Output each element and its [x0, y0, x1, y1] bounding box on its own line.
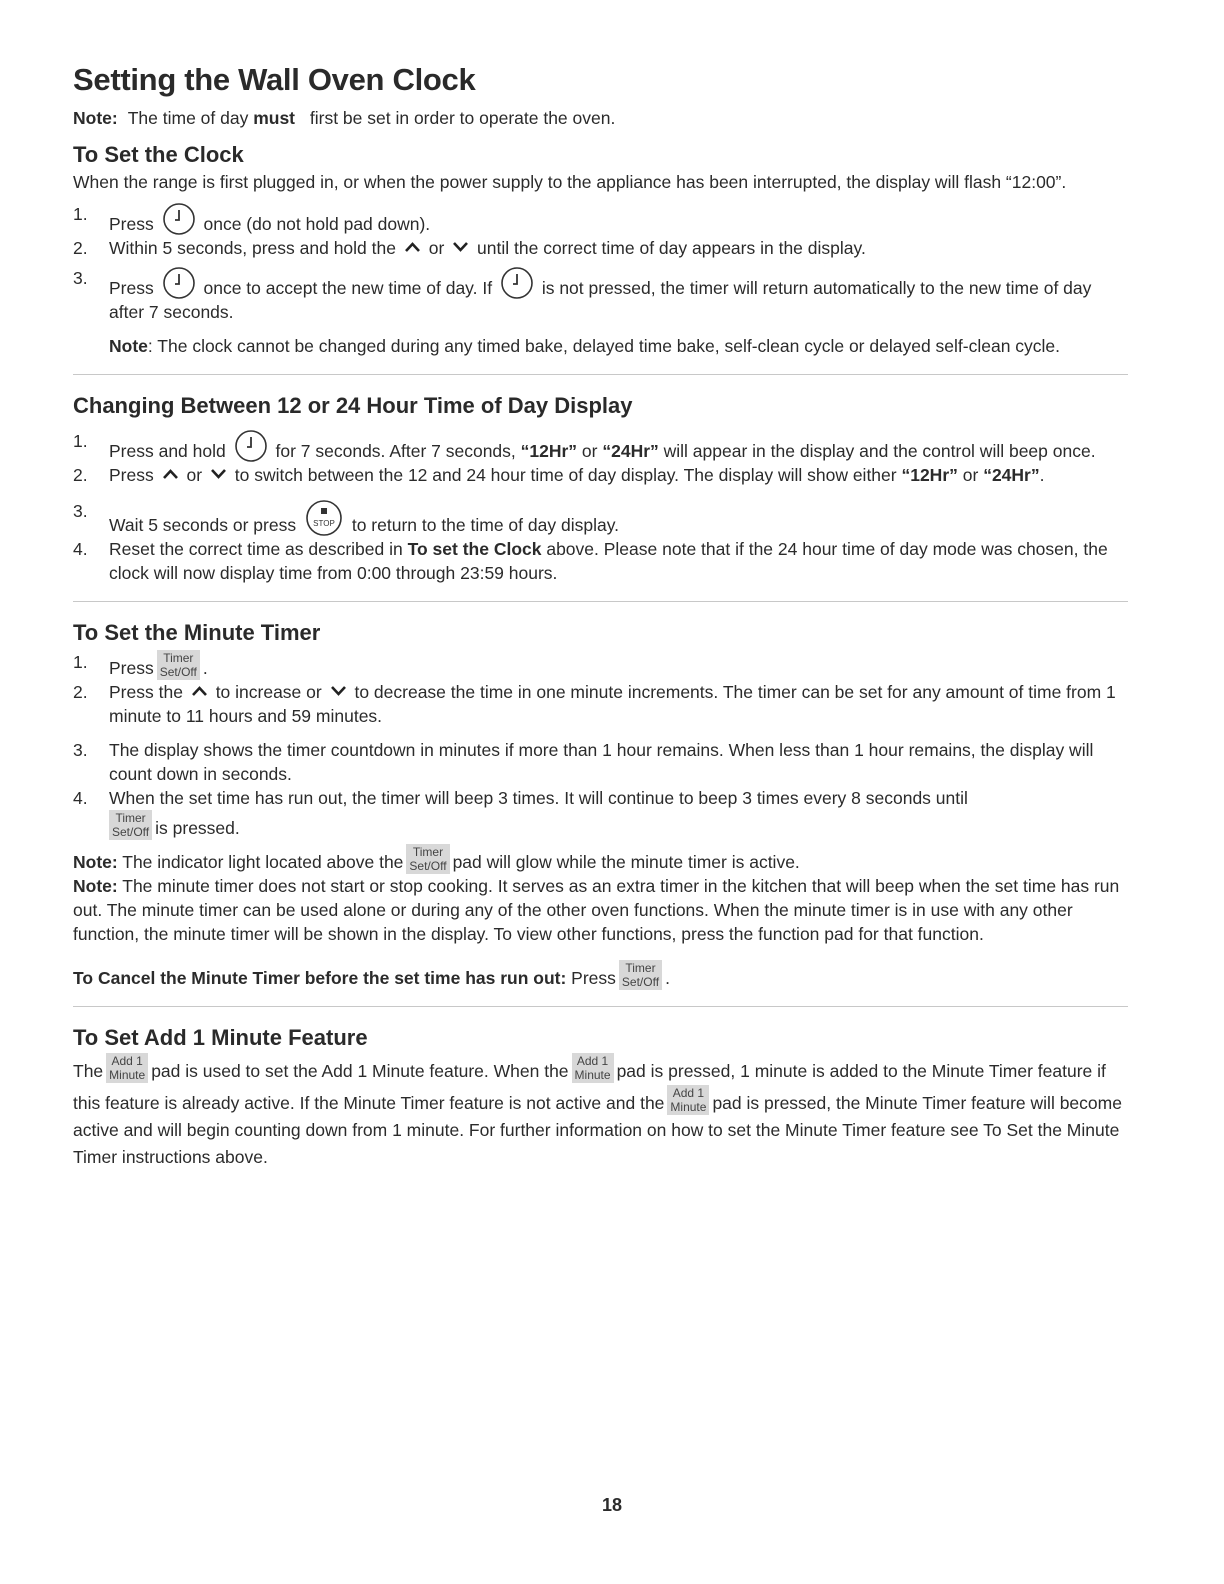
- changing-display-steps: [73, 429, 1128, 585]
- chevron-down-icon: [452, 241, 469, 253]
- intro-note: Note: The time of day must first be set in order to operate the oven.: [73, 108, 616, 128]
- chevron-up-icon: [162, 468, 179, 480]
- add-minute-heading: To Set Add 1 Minute Feature: [73, 1025, 368, 1050]
- manual-page: [73, 62, 1128, 1171]
- list-item: 1. Press once (do not hold pad down).: [73, 204, 431, 234]
- add-minute-pad-icon: Add 1 Minute: [106, 1053, 148, 1083]
- minute-timer-heading: To Set the Minute Timer: [73, 620, 321, 645]
- svg-text:STOP: STOP: [313, 519, 335, 528]
- changing-display-heading: Changing Between 12 or 24 Hour Time of Day Display: [73, 393, 633, 418]
- set-clock-heading: To Set the Clock: [73, 142, 244, 167]
- list-item: 3. Press once to accept the new time of day. If is not pressed, the timer will return automatically to the new time of day after 7 seconds.: [73, 268, 1092, 322]
- clock-icon: [162, 202, 196, 236]
- timer-pad-icon: Timer Set/Off: [109, 810, 152, 840]
- add-minute-pad-icon: Add 1 Minute: [572, 1053, 614, 1083]
- chevron-up-icon: [191, 685, 208, 697]
- page-number: 18: [601, 1495, 623, 1515]
- timer-pad-icon: Timer Set/Off: [406, 844, 449, 874]
- chevron-down-icon: [330, 685, 347, 697]
- list-item: 4. When the set time has run out, the timer will beep 3 times. It will continue to beep 3 times every 8 seconds until Timer Set/Off is pressed.: [73, 788, 968, 839]
- list-item: 1. Press Timer Set/Off .: [73, 651, 208, 679]
- list-item: 1. Press and hold for 7 seconds. After 7 seconds, “12Hr” or “24Hr” will appear in the display and the control will beep once.: [73, 431, 1096, 461]
- minute-timer-steps: [73, 650, 1128, 840]
- chevron-down-icon: [210, 468, 227, 480]
- list-item: 3. Wait 5 seconds or press STOP to return to the time of day display.: [73, 501, 620, 535]
- set-clock-intro: When the range is first plugged in, or when the power supply to the appliance has been interrupted, the display will flash “12:00”.: [73, 172, 1067, 192]
- set-clock-steps: [73, 202, 1128, 324]
- clock-icon: [500, 266, 534, 300]
- divider: [73, 1006, 1128, 1007]
- set-clock-note: Note: The clock cannot be changed during any timed bake, delayed time bake, self-clean cycle or delayed self-clean cycle.: [109, 336, 1061, 356]
- divider: [73, 374, 1128, 375]
- list-item: 2. Within 5 seconds, press and hold the or until the correct time of day appears in the display.: [73, 238, 866, 258]
- page-title: Setting the Wall Oven Clock: [73, 62, 476, 97]
- timer-pad-icon: Timer Set/Off: [157, 650, 200, 680]
- divider: [73, 601, 1128, 602]
- add-minute-text: The Add 1 Minute pad is used to set the Add 1 Minute feature. When the Add 1 Minute pad is pressed, 1 minute is added to the Minute Timer feature if this feature is already active. If the Minute Timer feature is not active and the Add 1 Minute pad is pressed, the Minute Timer feature will become active and will begin counting down from 1 minute. For further information on how to set the Minute Timer feature see To Set the Minute Timer instructions above.: [73, 1054, 1122, 1167]
- minute-timer-note1: Note: The indicator light located above the Timer Set/Off pad will glow while the minute timer is active.: [73, 845, 800, 873]
- cancel-timer-instruction: To Cancel the Minute Timer before the set time has run out: Press Timer Set/Off .: [73, 961, 670, 989]
- list-item: 2. Press the to increase or to decrease the time in one minute increments. The timer can be set for any amount of time from 1 minute to 11 hours and 59 minutes.: [73, 682, 1116, 726]
- add-minute-pad-icon: Add 1 Minute: [667, 1085, 709, 1115]
- minute-timer-note2: Note: The minute timer does not start or stop cooking. It serves as an extra timer in the kitchen that will beep when the set time has run out. The minute timer can be used alone or during any of the other oven functions. When the minute timer is in use with any other function, the minute timer will be shown in the display. To view other functions, press the function pad for that function.: [73, 876, 1120, 944]
- list-item: 4. Reset the correct time as described in To set the Clock above. Please note that if the 24 hour time of day mode was chosen, the clock will now display time from 0:00 through 23:59 hours.: [73, 539, 1108, 583]
- stop-icon: [305, 499, 343, 537]
- chevron-up-icon: [404, 241, 421, 253]
- clock-icon: [162, 266, 196, 300]
- clock-icon: [234, 429, 268, 463]
- list-item: 2. Press or to switch between the 12 and 24 hour time of day display. The display will show either “12Hr” or “24Hr”.: [73, 465, 1045, 485]
- timer-pad-icon: Timer Set/Off: [619, 960, 662, 990]
- list-item: 3. The display shows the timer countdown in minutes if more than 1 hour remains. When less than 1 hour remains, the display will count down in seconds.: [73, 740, 1094, 784]
